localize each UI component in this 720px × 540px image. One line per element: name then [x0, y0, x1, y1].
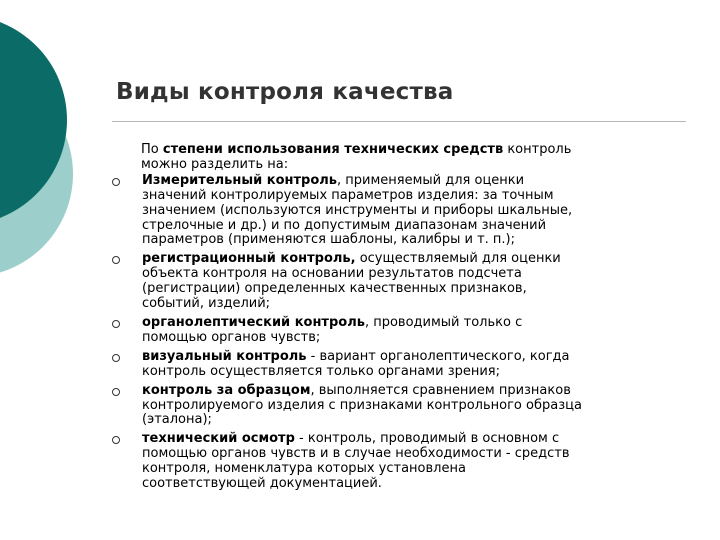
item-term: Измерительный контроль: [142, 172, 338, 188]
hollow-circle-bullet-icon: [112, 256, 120, 264]
intro-line-2: можно разделить на:: [141, 156, 289, 172]
page-title: Виды контроля качества: [116, 79, 454, 105]
item-text: осуществляемый для оценки: [355, 251, 561, 267]
intro-prefix: По: [141, 142, 163, 157]
decorative-circles: [0, 0, 130, 300]
list-item-organoleptic: [112, 316, 672, 346]
item-line: параметров (применяются шаблоны, калибры и т. п.);: [142, 232, 515, 248]
item-line: (регистрации) определенных качественных признаков,: [142, 281, 527, 297]
slide-content: [112, 143, 672, 496]
item-line: контроля, номенклатура которых установлена: [142, 461, 466, 477]
item-first-line: [142, 316, 672, 331]
title-divider: [112, 121, 686, 122]
item-line: соответствующей документацией.: [142, 476, 382, 492]
hollow-circle-bullet-icon: [112, 436, 120, 444]
intro-paragraph: [112, 143, 672, 173]
intro-line-1: [141, 143, 672, 158]
item-text: - вариант органолептического, когда: [306, 348, 570, 364]
item-text: - контроль, проводимый в основном с: [294, 431, 560, 447]
list-item-measuring: [112, 174, 672, 249]
item-first-line: [142, 252, 672, 267]
list-item-registration: [112, 252, 672, 312]
list-item-inspection: [112, 432, 672, 492]
item-line: контролируемого изделия с признаками контрольного образца: [142, 397, 582, 413]
hollow-circle-bullet-icon: [112, 388, 120, 396]
item-first-line: [142, 350, 672, 365]
item-first-line: [142, 174, 672, 189]
item-text: , проводимый только с: [364, 314, 523, 330]
hollow-circle-bullet-icon: [112, 178, 120, 186]
list-item-visual: [112, 350, 672, 380]
item-line: значений контролируемых параметров изделия: за точным: [142, 187, 554, 203]
intro-rest: контроль: [503, 142, 572, 157]
hollow-circle-bullet-icon: [112, 354, 120, 362]
item-text: , выполняется сравнением признаков: [310, 382, 571, 398]
item-line: (эталона);: [142, 412, 212, 428]
item-term: регистрационный контроль,: [142, 251, 356, 267]
item-term: визуальный контроль: [142, 348, 307, 364]
intro-bold: степени использования технических средств: [162, 142, 504, 157]
item-term: органолептический контроль: [142, 314, 365, 330]
item-first-line: [142, 384, 672, 399]
item-term: контроль за образцом: [142, 382, 311, 398]
item-line: контроль осуществляется только органами зрения;: [142, 363, 501, 379]
item-line: стрелочные и др.) и по допустимым диапазонам значений: [142, 217, 547, 233]
item-line: помощью органов чувств;: [142, 329, 321, 345]
item-term: технический осмотр: [142, 431, 295, 447]
hollow-circle-bullet-icon: [112, 320, 120, 328]
list-item-sample: [112, 384, 672, 429]
item-line: значением (используются инструменты и приборы шкальные,: [142, 202, 573, 218]
item-first-line: [142, 432, 672, 447]
item-line: событий, изделий;: [142, 296, 271, 312]
item-line: объекта контроля на основании результатов подсчета: [142, 266, 522, 282]
item-text: , применяемый для оценки: [337, 172, 525, 188]
item-line: помощью органов чувств и в случае необходимости - средств: [142, 446, 570, 462]
